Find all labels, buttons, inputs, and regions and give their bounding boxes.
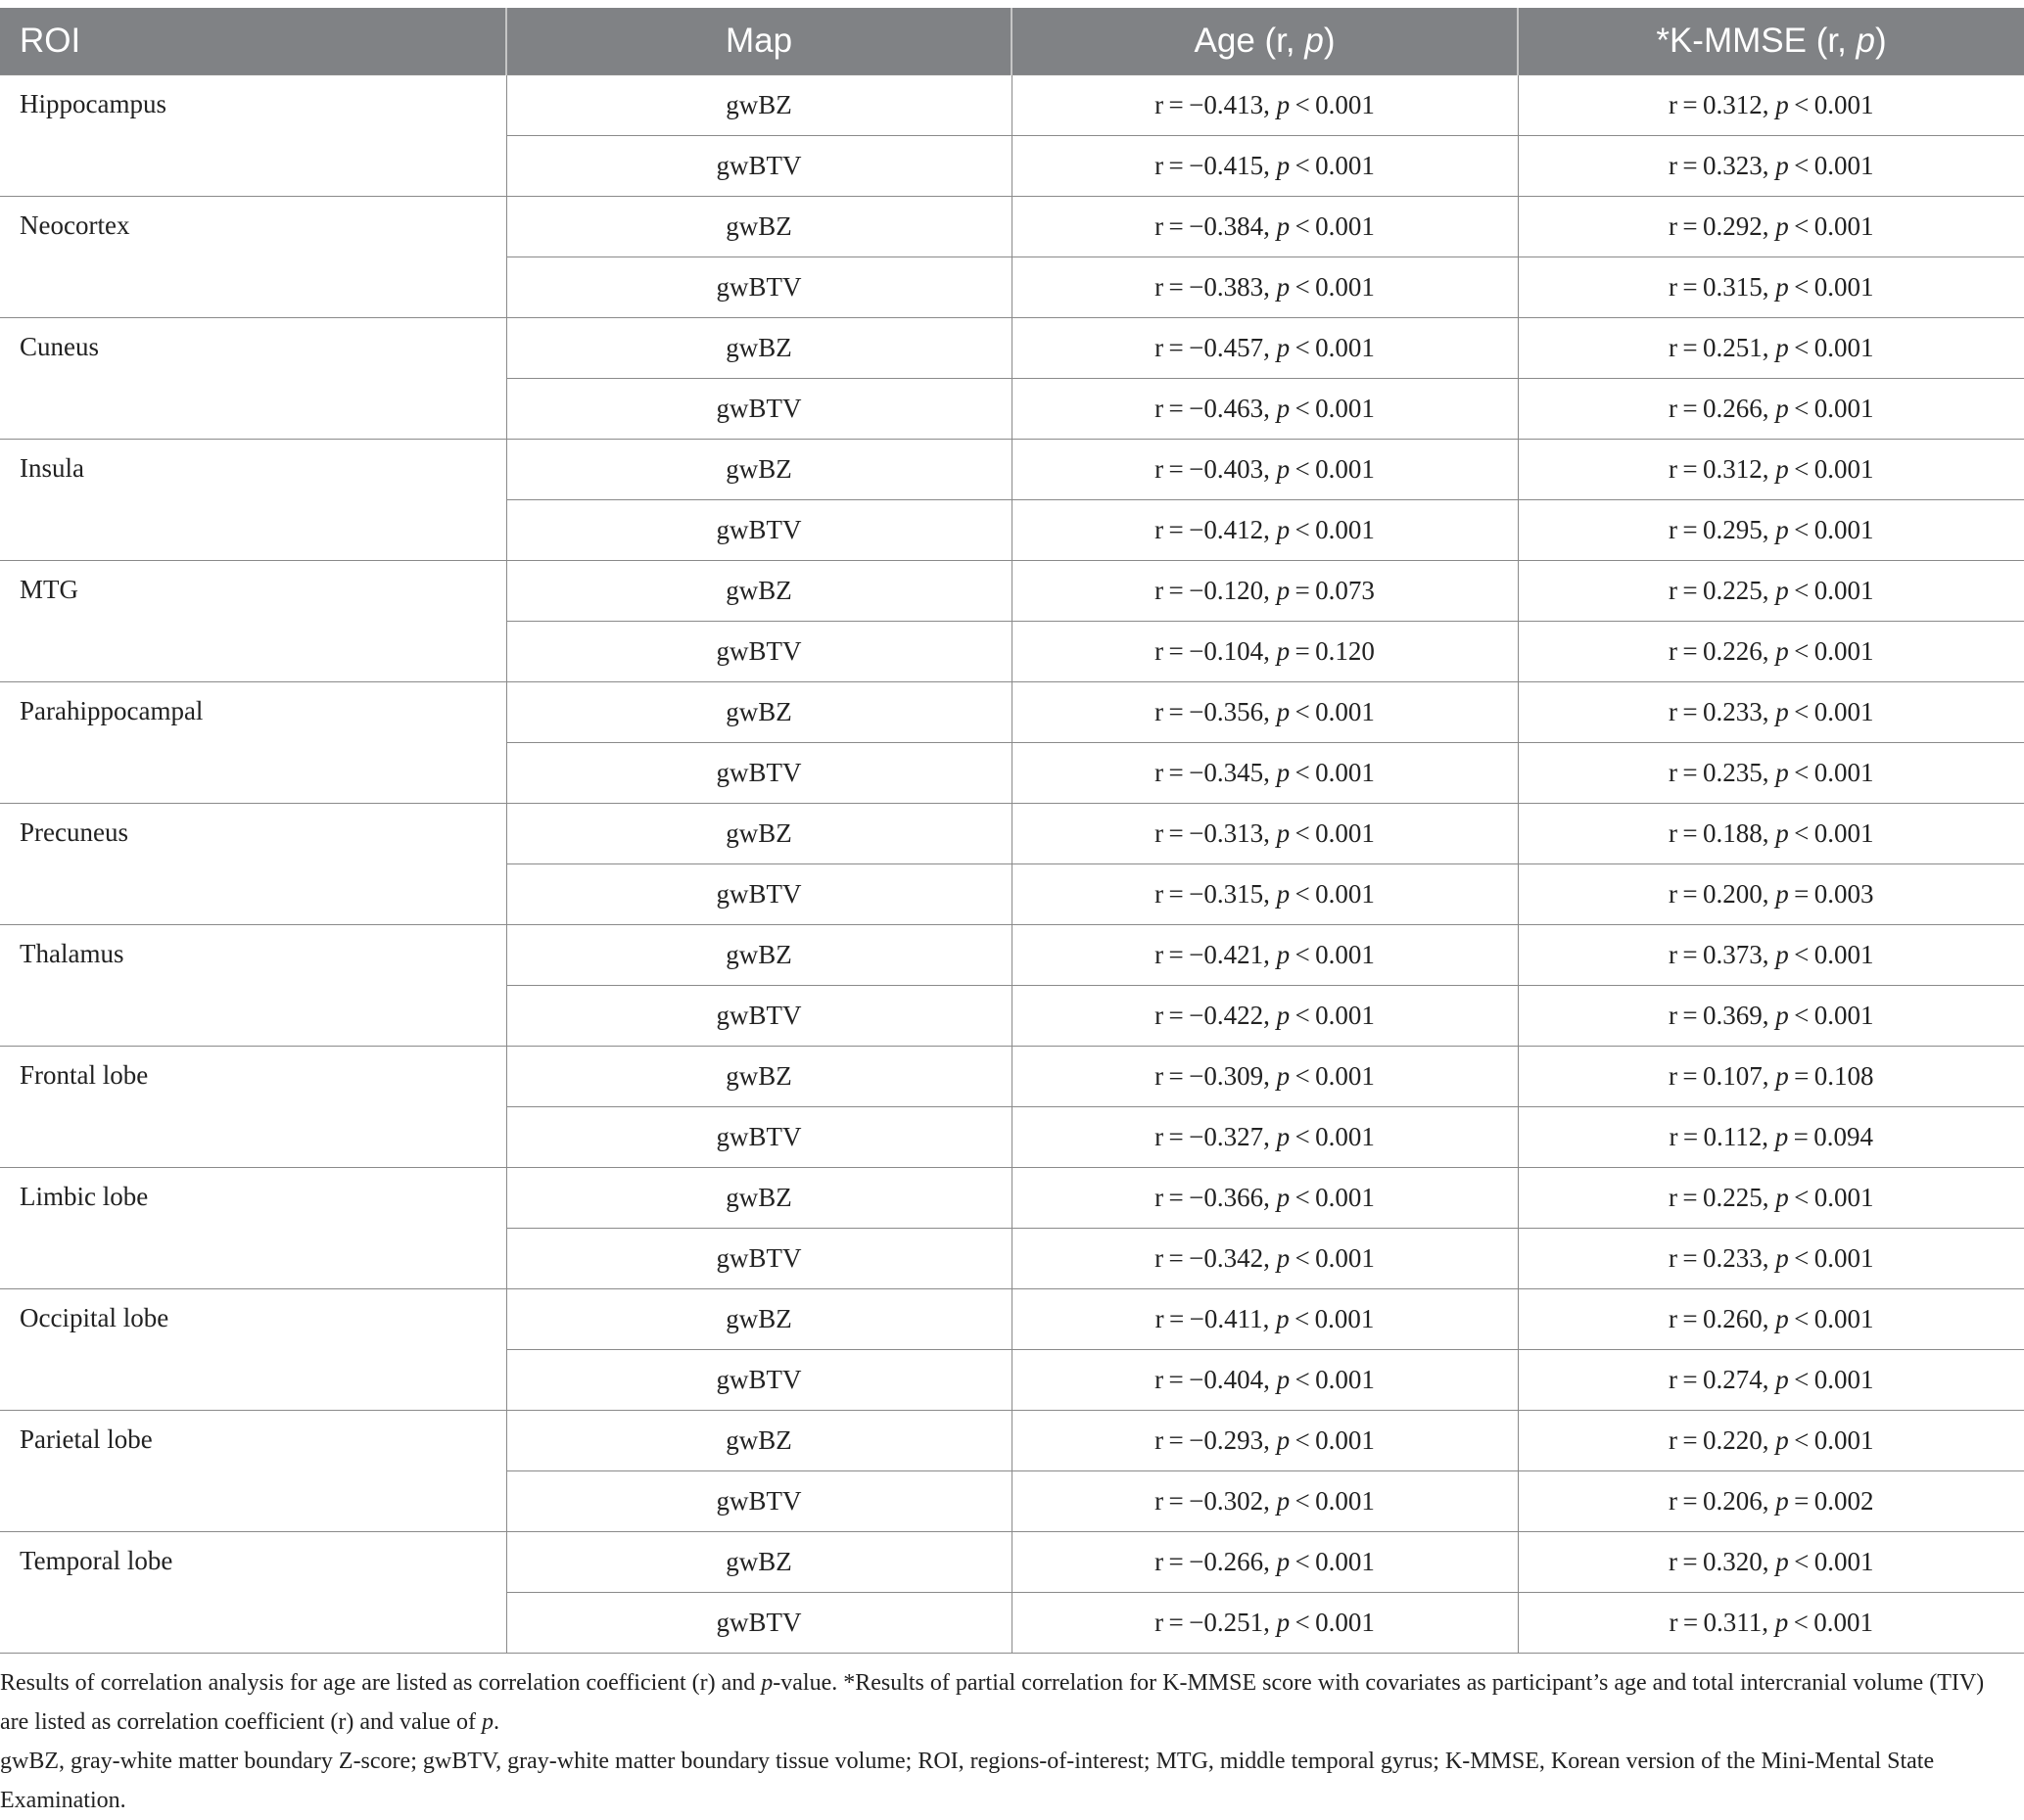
age-cell	[1012, 1411, 1518, 1471]
age-p-label: p	[1276, 576, 1291, 605]
map-cell: gwBZ	[506, 561, 1012, 622]
age-cell	[1012, 1229, 1518, 1289]
map-cell: gwBZ	[506, 1532, 1012, 1593]
header-map: Map	[506, 8, 1012, 75]
map-cell: gwBTV	[506, 622, 1012, 682]
age-cell	[1012, 986, 1518, 1047]
kmmse-r: r = 0.251,	[1668, 333, 1769, 362]
roi-cell: Hippocampus	[0, 75, 506, 197]
map-cell: gwBZ	[506, 1289, 1012, 1350]
kmmse-cell	[1518, 864, 2024, 925]
table-row	[0, 1047, 2024, 1107]
kmmse-r: r = 0.226,	[1668, 636, 1769, 666]
kmmse-r: r = 0.188,	[1668, 818, 1769, 848]
kmmse-p-value: = 0.108	[1794, 1061, 1874, 1091]
kmmse-r: r = 0.312,	[1668, 90, 1769, 119]
map-cell: gwBTV	[506, 1107, 1012, 1168]
kmmse-p-label: p	[1775, 1425, 1789, 1455]
footnote-2: gwBZ, gray-white matter boundary Z-score; gwBTV, gray-white matter boundary tissue volume; ROI, regions-of-interest; MTG, middle temporal gyrus; K-MMSE, Korean version of the Mini-Mental State Examination.	[0, 1749, 1935, 1813]
kmmse-p-value: < 0.001	[1794, 636, 1874, 666]
kmmse-p-value: < 0.001	[1794, 151, 1874, 180]
age-p-label: p	[1276, 1365, 1291, 1394]
age-cell	[1012, 804, 1518, 864]
age-r: r = −0.345,	[1154, 758, 1270, 787]
roi-cell: Neocortex	[0, 197, 506, 318]
map-cell: gwBTV	[506, 257, 1012, 318]
table-row	[0, 561, 2024, 622]
age-cell	[1012, 1471, 1518, 1532]
roi-cell: MTG	[0, 561, 506, 682]
age-cell	[1012, 1168, 1518, 1229]
kmmse-r: r = 0.112,	[1669, 1122, 1768, 1151]
header-roi: ROI	[0, 8, 506, 75]
map-cell: gwBTV	[506, 1471, 1012, 1532]
age-r: r = −0.412,	[1154, 515, 1270, 544]
age-p-label: p	[1276, 90, 1291, 119]
map-cell: gwBZ	[506, 440, 1012, 500]
age-p-label: p	[1276, 211, 1291, 241]
age-p-value: < 0.001	[1294, 1608, 1375, 1637]
age-r: r = −0.383,	[1154, 272, 1270, 302]
kmmse-p-value: < 0.001	[1794, 1001, 1874, 1030]
kmmse-r: r = 0.312,	[1668, 454, 1769, 484]
table-row	[0, 1168, 2024, 1229]
kmmse-p-value: < 0.001	[1794, 940, 1874, 969]
kmmse-p-value: = 0.094	[1793, 1122, 1874, 1151]
age-p-label: p	[1276, 1425, 1291, 1455]
table-row	[0, 440, 2024, 500]
footnote-1	[0, 1663, 2017, 1742]
footnote-1-text-a: Results of correlation analysis for age are listed as correlation coefficient (r) and	[0, 1670, 762, 1696]
kmmse-cell	[1518, 561, 2024, 622]
age-r: r = −0.413,	[1154, 90, 1270, 119]
correlation-table	[0, 8, 2024, 1654]
age-p-value: < 0.001	[1294, 454, 1375, 484]
kmmse-p-label: p	[1774, 1608, 1789, 1637]
kmmse-cell	[1518, 1047, 2024, 1107]
age-p-value: < 0.001	[1294, 1061, 1375, 1091]
age-p-label: p	[1276, 1486, 1291, 1516]
table-row	[0, 75, 2024, 136]
map-cell: gwBTV	[506, 1229, 1012, 1289]
kmmse-cell	[1518, 1229, 2024, 1289]
kmmse-cell	[1518, 136, 2024, 197]
kmmse-cell	[1518, 682, 2024, 743]
header-age-p: p	[1304, 22, 1324, 60]
age-cell	[1012, 561, 1518, 622]
age-r: r = −0.266,	[1154, 1547, 1270, 1576]
age-p-value: < 0.001	[1294, 1365, 1375, 1394]
kmmse-p-value: < 0.001	[1794, 1243, 1874, 1273]
kmmse-p-label: p	[1775, 1304, 1789, 1333]
age-r: r = −0.366,	[1154, 1183, 1270, 1212]
kmmse-p-label: p	[1775, 1183, 1789, 1212]
age-cell	[1012, 1593, 1518, 1654]
roi-cell: Limbic lobe	[0, 1168, 506, 1289]
age-cell	[1012, 257, 1518, 318]
age-r: r = −0.313,	[1154, 818, 1270, 848]
map-cell: gwBZ	[506, 1411, 1012, 1471]
map-cell: gwBZ	[506, 1168, 1012, 1229]
age-p-value: < 0.001	[1294, 818, 1375, 848]
kmmse-r: r = 0.274,	[1668, 1365, 1769, 1394]
kmmse-p-label: p	[1775, 272, 1789, 302]
kmmse-cell	[1518, 1289, 2024, 1350]
age-r: r = −0.293,	[1154, 1425, 1270, 1455]
age-p-value: < 0.001	[1294, 151, 1375, 180]
age-cell	[1012, 622, 1518, 682]
age-p-value: = 0.073	[1294, 576, 1375, 605]
age-p-label: p	[1276, 1547, 1291, 1576]
age-p-value: < 0.001	[1294, 1547, 1375, 1576]
map-cell: gwBTV	[506, 1593, 1012, 1654]
kmmse-r: r = 0.107,	[1668, 1061, 1769, 1091]
kmmse-p-value: < 0.001	[1794, 1547, 1874, 1576]
kmmse-p-label: p	[1775, 211, 1789, 241]
age-r: r = −0.411,	[1154, 1304, 1270, 1333]
kmmse-cell	[1518, 1532, 2024, 1593]
kmmse-p-value: < 0.001	[1794, 818, 1874, 848]
roi-cell: Parahippocampal	[0, 682, 506, 804]
kmmse-p-label: p	[1775, 576, 1789, 605]
age-p-label: p	[1276, 1061, 1291, 1091]
age-p-value: < 0.001	[1294, 1304, 1375, 1333]
header-kmmse-suffix: )	[1875, 22, 1887, 60]
kmmse-p-label: p	[1775, 333, 1789, 362]
kmmse-p-value: < 0.001	[1794, 697, 1874, 726]
kmmse-cell	[1518, 500, 2024, 561]
footnote-1-italic-p: p	[761, 1670, 774, 1696]
age-cell	[1012, 1047, 1518, 1107]
age-p-label: p	[1276, 151, 1291, 180]
header-row	[0, 8, 2024, 75]
age-p-value: < 0.001	[1294, 515, 1375, 544]
age-p-value: < 0.001	[1294, 940, 1375, 969]
kmmse-p-label: p	[1775, 394, 1789, 423]
age-p-value: < 0.001	[1294, 272, 1375, 302]
age-p-label: p	[1276, 1304, 1290, 1333]
kmmse-cell	[1518, 1350, 2024, 1411]
table-row	[0, 1532, 2024, 1593]
roi-cell: Occipital lobe	[0, 1289, 506, 1411]
age-p-label: p	[1276, 333, 1291, 362]
map-cell: gwBTV	[506, 136, 1012, 197]
age-p-label: p	[1276, 940, 1291, 969]
table-row	[0, 318, 2024, 379]
kmmse-r: r = 0.235,	[1668, 758, 1769, 787]
age-r: r = −0.463,	[1154, 394, 1270, 423]
map-cell: gwBZ	[506, 804, 1012, 864]
kmmse-cell	[1518, 622, 2024, 682]
age-r: r = −0.384,	[1154, 211, 1270, 241]
age-r: r = −0.315,	[1154, 879, 1270, 909]
age-cell	[1012, 379, 1518, 440]
roi-cell: Insula	[0, 440, 506, 561]
age-p-value: < 0.001	[1294, 1425, 1375, 1455]
kmmse-p-label: p	[1775, 1243, 1789, 1273]
age-r: r = −0.422,	[1154, 1001, 1270, 1030]
kmmse-r: r = 0.295,	[1668, 515, 1769, 544]
age-p-value: < 0.001	[1294, 1001, 1375, 1030]
map-cell: gwBTV	[506, 743, 1012, 804]
kmmse-cell	[1518, 1411, 2024, 1471]
age-p-label: p	[1276, 1243, 1291, 1273]
age-cell	[1012, 1107, 1518, 1168]
table-footnotes	[0, 1663, 2017, 1820]
kmmse-p-value: < 0.001	[1794, 1425, 1874, 1455]
age-r: r = −0.251,	[1154, 1608, 1270, 1637]
age-cell	[1012, 440, 1518, 500]
age-r: r = −0.120,	[1154, 576, 1270, 605]
kmmse-p-value: < 0.001	[1794, 454, 1874, 484]
age-cell	[1012, 925, 1518, 986]
kmmse-r: r = 0.225,	[1668, 1183, 1769, 1212]
kmmse-cell	[1518, 1593, 2024, 1654]
age-p-value: < 0.001	[1294, 1486, 1375, 1516]
kmmse-cell	[1518, 440, 2024, 500]
age-cell	[1012, 743, 1518, 804]
header-kmmse-p: p	[1856, 22, 1875, 60]
kmmse-p-label: p	[1775, 515, 1789, 544]
kmmse-p-value: < 0.001	[1794, 333, 1874, 362]
age-p-value: = 0.120	[1294, 636, 1375, 666]
age-r: r = −0.104,	[1154, 636, 1270, 666]
age-r: r = −0.404,	[1154, 1365, 1270, 1394]
kmmse-p-label: p	[1775, 1001, 1789, 1030]
age-p-label: p	[1276, 818, 1291, 848]
kmmse-r: r = 0.320,	[1668, 1547, 1769, 1576]
map-cell: gwBZ	[506, 197, 1012, 257]
age-r: r = −0.415,	[1154, 151, 1270, 180]
age-r: r = −0.356,	[1154, 697, 1270, 726]
kmmse-p-label: p	[1775, 1486, 1789, 1516]
kmmse-cell	[1518, 379, 2024, 440]
kmmse-cell	[1518, 318, 2024, 379]
kmmse-r: r = 0.292,	[1668, 211, 1769, 241]
age-p-label: p	[1276, 272, 1291, 302]
age-cell	[1012, 197, 1518, 257]
kmmse-r: r = 0.225,	[1668, 576, 1769, 605]
age-cell	[1012, 75, 1518, 136]
age-cell	[1012, 318, 1518, 379]
kmmse-r: r = 0.206,	[1668, 1486, 1769, 1516]
kmmse-p-label: p	[1775, 758, 1789, 787]
kmmse-r: r = 0.369,	[1668, 1001, 1769, 1030]
kmmse-p-label: p	[1775, 940, 1789, 969]
age-cell	[1012, 1350, 1518, 1411]
kmmse-p-label: p	[1775, 151, 1789, 180]
roi-cell: Frontal lobe	[0, 1047, 506, 1168]
kmmse-p-label: p	[1775, 697, 1789, 726]
map-cell: gwBTV	[506, 379, 1012, 440]
kmmse-cell	[1518, 1471, 2024, 1532]
age-p-label: p	[1276, 879, 1291, 909]
header-kmmse-prefix: *K-MMSE (r,	[1656, 22, 1857, 60]
map-cell: gwBTV	[506, 500, 1012, 561]
table-row	[0, 1411, 2024, 1471]
age-p-label: p	[1276, 1122, 1291, 1151]
kmmse-p-value: < 0.001	[1794, 272, 1874, 302]
kmmse-r: r = 0.323,	[1668, 151, 1769, 180]
age-cell	[1012, 136, 1518, 197]
kmmse-r: r = 0.311,	[1669, 1608, 1768, 1637]
map-cell: gwBTV	[506, 1350, 1012, 1411]
kmmse-p-label: p	[1775, 1365, 1789, 1394]
kmmse-r: r = 0.266,	[1668, 394, 1769, 423]
kmmse-p-value: < 0.001	[1794, 1365, 1874, 1394]
footnote-1-text-c: .	[494, 1709, 499, 1735]
kmmse-p-value: < 0.001	[1794, 758, 1874, 787]
map-cell: gwBZ	[506, 1047, 1012, 1107]
kmmse-p-label: p	[1775, 818, 1789, 848]
age-r: r = −0.302,	[1154, 1486, 1270, 1516]
kmmse-r: r = 0.260,	[1668, 1304, 1769, 1333]
header-age-suffix: )	[1323, 22, 1336, 60]
map-cell: gwBTV	[506, 864, 1012, 925]
roi-cell: Cuneus	[0, 318, 506, 440]
age-p-value: < 0.001	[1294, 1122, 1375, 1151]
age-p-value: < 0.001	[1294, 333, 1375, 362]
age-p-value: < 0.001	[1294, 211, 1375, 241]
age-p-value: < 0.001	[1294, 394, 1375, 423]
kmmse-p-label: p	[1775, 636, 1789, 666]
age-p-value: < 0.001	[1294, 879, 1375, 909]
roi-cell: Temporal lobe	[0, 1532, 506, 1654]
kmmse-r: r = 0.220,	[1668, 1425, 1769, 1455]
age-cell	[1012, 1289, 1518, 1350]
age-p-label: p	[1276, 1183, 1291, 1212]
age-p-label: p	[1276, 1001, 1291, 1030]
age-p-label: p	[1276, 636, 1291, 666]
map-cell: gwBZ	[506, 75, 1012, 136]
kmmse-cell	[1518, 986, 2024, 1047]
roi-cell: Parietal lobe	[0, 1411, 506, 1532]
kmmse-p-value: < 0.001	[1794, 515, 1874, 544]
kmmse-r: r = 0.373,	[1668, 940, 1769, 969]
kmmse-cell	[1518, 257, 2024, 318]
age-r: r = −0.403,	[1154, 454, 1270, 484]
kmmse-p-label: p	[1775, 90, 1789, 119]
table-row	[0, 682, 2024, 743]
age-r: r = −0.457,	[1154, 333, 1270, 362]
age-p-value: < 0.001	[1294, 1243, 1375, 1273]
age-cell	[1012, 1532, 1518, 1593]
kmmse-p-value: < 0.001	[1794, 1304, 1874, 1333]
age-p-label: p	[1276, 394, 1291, 423]
age-p-label: p	[1276, 697, 1291, 726]
age-cell	[1012, 682, 1518, 743]
kmmse-r: r = 0.233,	[1668, 1243, 1769, 1273]
kmmse-r: r = 0.315,	[1668, 272, 1769, 302]
map-cell: gwBTV	[506, 986, 1012, 1047]
kmmse-cell	[1518, 1168, 2024, 1229]
header-age-prefix: Age (r,	[1194, 22, 1305, 60]
table-body	[0, 75, 2024, 1654]
map-cell: gwBZ	[506, 318, 1012, 379]
kmmse-p-label: p	[1775, 1061, 1789, 1091]
age-cell	[1012, 864, 1518, 925]
kmmse-cell	[1518, 197, 2024, 257]
kmmse-p-value: < 0.001	[1794, 211, 1874, 241]
kmmse-cell	[1518, 75, 2024, 136]
header-kmmse	[1518, 8, 2024, 75]
table-row	[0, 925, 2024, 986]
kmmse-p-label: p	[1774, 1122, 1789, 1151]
kmmse-p-label: p	[1775, 879, 1789, 909]
age-r: r = −0.309,	[1154, 1061, 1270, 1091]
roi-cell: Thalamus	[0, 925, 506, 1047]
kmmse-p-value: = 0.002	[1794, 1486, 1874, 1516]
kmmse-p-value: < 0.001	[1794, 1183, 1874, 1212]
footnote-1-text-b: -value. *Results of partial correlation for K-MMSE score with covariates as participant’s age and total intercranial volume (TIV) are listed as correlation coefficient (r) and value of	[0, 1670, 1985, 1735]
age-p-label: p	[1276, 454, 1291, 484]
kmmse-r: r = 0.200,	[1668, 879, 1769, 909]
age-p-label: p	[1276, 515, 1291, 544]
age-cell	[1012, 500, 1518, 561]
age-p-label: p	[1276, 1608, 1291, 1637]
table-row	[0, 197, 2024, 257]
kmmse-p-value: < 0.001	[1794, 394, 1874, 423]
kmmse-p-label: p	[1775, 1547, 1789, 1576]
age-r: r = −0.421,	[1154, 940, 1270, 969]
map-cell: gwBZ	[506, 682, 1012, 743]
footnote-1-italic-p2: p	[482, 1709, 494, 1735]
kmmse-p-value: = 0.003	[1794, 879, 1874, 909]
age-p-value: < 0.001	[1294, 758, 1375, 787]
age-p-label: p	[1276, 758, 1291, 787]
kmmse-p-value: < 0.001	[1793, 1608, 1874, 1637]
table-row	[0, 804, 2024, 864]
kmmse-r: r = 0.233,	[1668, 697, 1769, 726]
age-p-value: < 0.001	[1294, 1183, 1375, 1212]
kmmse-p-label: p	[1775, 454, 1789, 484]
age-r: r = −0.342,	[1154, 1243, 1270, 1273]
age-r: r = −0.327,	[1154, 1122, 1270, 1151]
kmmse-p-value: < 0.001	[1794, 576, 1874, 605]
age-p-value: < 0.001	[1294, 90, 1375, 119]
header-age	[1012, 8, 1518, 75]
kmmse-p-value: < 0.001	[1794, 90, 1874, 119]
map-cell: gwBZ	[506, 925, 1012, 986]
kmmse-cell	[1518, 804, 2024, 864]
kmmse-cell	[1518, 1107, 2024, 1168]
age-p-value: < 0.001	[1294, 697, 1375, 726]
table-row	[0, 1289, 2024, 1350]
kmmse-cell	[1518, 925, 2024, 986]
kmmse-cell	[1518, 743, 2024, 804]
roi-cell: Precuneus	[0, 804, 506, 925]
